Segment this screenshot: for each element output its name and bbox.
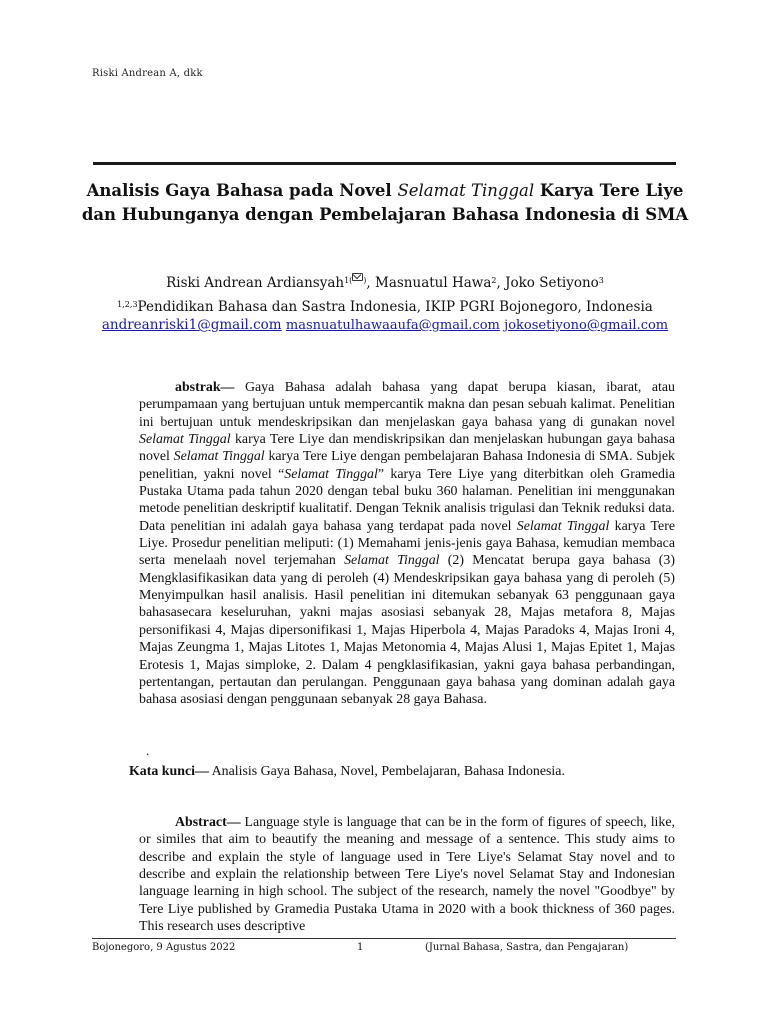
author-2: , Masnuatul Hawa xyxy=(366,275,492,291)
keywords xyxy=(129,763,565,780)
author-3: , Joko Setiyono xyxy=(496,275,599,291)
envelope-icon xyxy=(352,273,363,281)
title-line1-post: Karya Tere Liye xyxy=(534,181,684,200)
journal-name: (Jurnal Bahasa, Sastra, dan Pengajaran) xyxy=(425,942,629,953)
title-line2: dan Hubunganya dengan Pembelajaran Bahasa Indonesia di SMA xyxy=(81,205,689,224)
abstrak-label: abstrak— xyxy=(175,380,235,395)
email-link-3[interactable]: jokosetiyono@gmail.com xyxy=(504,318,669,333)
page-number: 1 xyxy=(357,942,364,953)
affiliation xyxy=(80,297,690,317)
affiliation-text: Pendidikan Bahasa dan Sastra Indonesia, IKIP PGRI Bojonegoro, Indonesia xyxy=(137,299,653,315)
author-2-sup: 2 xyxy=(491,276,497,285)
stray-dot: . xyxy=(146,743,150,758)
footer-rule xyxy=(92,938,676,939)
author-1-sup: 1 xyxy=(344,276,350,285)
abstract-en-text: Language style is language that can be in the form of figures of speech, like, or similes that aim to beautify the meaning and message of a sentence. This study aims to describe and explain the style of language used in Tere Liye's Selamat Stay novel and to describe and explain the relationship between Tere Liye's novel Selamat Stay and Indonesian language learning in high school. The subject of the research, namely the novel "Goodbye" by Tere Liye published by Gramedia Pustaka Utama in 2020 with a book thickness of 360 pages. This research uses descriptive xyxy=(139,815,675,935)
keywords-text: Analisis Gaya Bahasa, Novel, Pembelajaran, Bahasa Indonesia. xyxy=(208,764,565,779)
email-link-1[interactable]: andreanriski1@gmail.com xyxy=(101,317,282,333)
title-line1-pre: Analisis Gaya Bahasa pada Novel xyxy=(86,181,398,200)
affiliation-sup: 1,2,3 xyxy=(117,300,138,309)
header-rule xyxy=(93,162,676,165)
title-line1-italic: Selamat Tinggal xyxy=(397,181,535,200)
abstrak-paragraph: abstrak— Gaya Bahasa adalah bahasa yang dapat berupa kiasan, ibarat, atau perumpamaan yang bertujuan untuk mempercantik makna dan pesan sebuah kalimat. Penelitian ini bertujuan untuk mendeskripsikan dan menjelaskan gaya bahasa yang di gunakan novel Selamat Tinggal karya Tere Liye dan mendiskripsikan dan menjelaskan hubungan gaya bahasa novel Selamat Tinggal karya Tere Liye dengan pembelajaran Bahasa Indonesia di SMA. Subjek penelitian, yakni novel “Selamat Tinggal” karya Tere Liye yang diterbitkan oleh Gramedia Pustaka Utama pada tahun 2020 dengan tebal buku 360 halaman. Penelitian ini menggunakan metode penelitian deskriptif kualitatif. Dengan Teknik analisis trigulasi dan Teknik reduksi data. Data penelitian ini adalah gaya bahasa yang terdapat pada novel Selamat Tinggal karya Tere Liye. Prosedur penelitian meliputi: (1) Memahami jenis-jenis gaya Bahasa, kemudian membaca serta menelaah novel terjemahan Selamat Tinggal (2) Mencatat berupa gaya bahasa (3) Mengklasifikasikan data yang di peroleh (4) Mendeskripsikan gaya bahasa yang di peroleh (5) Menyimpulkan hasil analisis. Hasil penelitian ini ditemukan sebanyak 63 penggunaan gaya bahasasecara keseluruhan, yakni majas asosiasi sebanyak 28, Majas metafora 8, Majas personifikasi 4, Majas dipersonifikasi 1, Majas Hiperbola 4, Majas Paradoks 4, Majas Ironi 4, Majas Zeungma 1, Majas Litotes 1, Majas Metonomia 4, Majas Alusi 1, Majas Epitet 1, Majas Erotesis 1, Majas simploke, 2. Dalam 4 pengklasifikasian, yakni gaya bahasa perbandingan, pertentangan, pertautan dan perulangan. Penggunaan gaya bahasa yang dominan adalah gaya bahasa asosiasi dengan penggunaan sebanyak 28 gaya Bahasa. xyxy=(139,380,676,708)
running-head: Riski Andrean A, dkk xyxy=(92,68,203,79)
abstract-en-paragraph xyxy=(139,814,675,935)
abstract-en-label: Abstract— xyxy=(175,815,241,830)
author-1: Riski Andrean Ardiansyah xyxy=(166,275,345,291)
keywords-label: Kata kunci— xyxy=(129,764,209,779)
paper-title xyxy=(80,179,690,227)
email-list xyxy=(80,315,690,336)
author-list: Riski Andrean Ardiansyah$^{1( )}$, Masnuatul Hawa$^2$, Joko Setiyono$^3$ xyxy=(166,275,604,291)
author-3-sup: 3 xyxy=(598,276,604,285)
footer-place-date: Bojonegoro, 9 Agustus 2022 xyxy=(92,942,236,953)
email-link-2[interactable]: masnuatulhawaaufa@gmail.com xyxy=(285,318,500,333)
